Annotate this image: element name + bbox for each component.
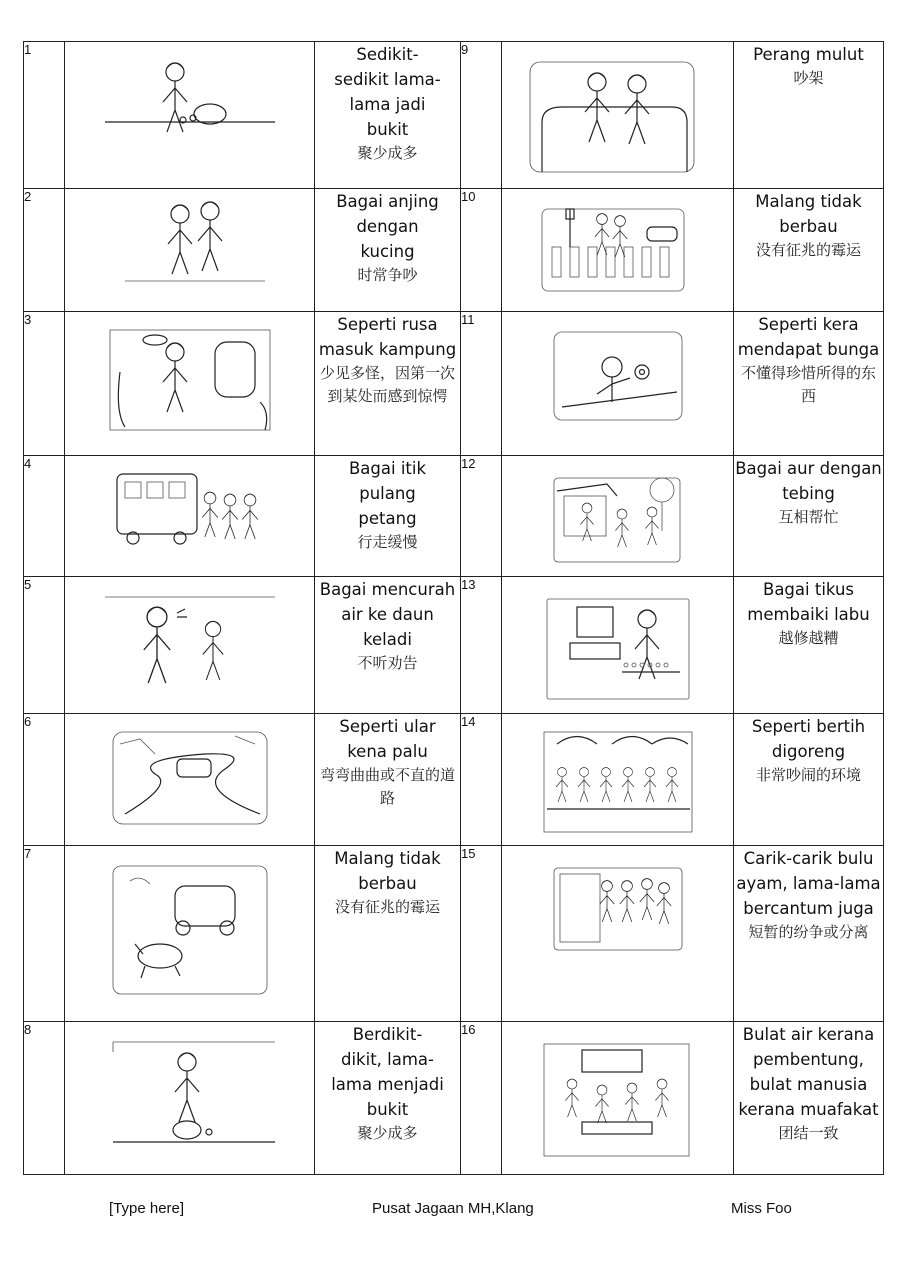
table-row xyxy=(24,456,884,577)
entry-number: 15 xyxy=(461,846,502,1022)
illustration-busy-market xyxy=(502,714,734,846)
illustration-monkey-with-flower xyxy=(502,312,734,456)
proverb-text: Perang mulut 吵架 xyxy=(734,42,884,189)
illustration-girl-saving-coins xyxy=(65,42,315,189)
entry-number: 16 xyxy=(461,1022,502,1175)
table-row xyxy=(24,714,884,846)
proverb-text: Malang tidak berbau 没有征兆的霉运 xyxy=(315,846,461,1022)
entry-number: 1 xyxy=(24,42,65,189)
illustration-man-repairing-computer xyxy=(502,577,734,714)
illustration-family-reunion xyxy=(502,846,734,1022)
proverb-text: Bagai aur dengan tebing 互相帮忙 xyxy=(734,456,884,577)
entry-number: 11 xyxy=(461,312,502,456)
entry-number: 7 xyxy=(24,846,65,1022)
footer-center: Pusat Jagaan MH,Klang xyxy=(372,1200,534,1217)
entry-number: 4 xyxy=(24,456,65,577)
illustration-children-fighting xyxy=(65,189,315,312)
proverb-text: Seperti ular kena palu 弯弯曲曲或不直的道路 xyxy=(315,714,461,846)
illustration-students-by-bus xyxy=(65,456,315,577)
proverb-text: Carik-carik bulu ayam, lama-lama bercantum juga 短暂的纷争或分离 xyxy=(734,846,884,1022)
proverb-text: Bagai itik pulang petang 行走缓慢 xyxy=(315,456,461,577)
proverb-text: Bagai mencurah air ke daun keladi 不听劝告 xyxy=(315,577,461,714)
entry-number: 10 xyxy=(461,189,502,312)
proverb-text: Bagai anjing dengan kucing 时常争吵 xyxy=(315,189,461,312)
proverb-text: Seperti kera mendapat bunga 不懂得珍惜所得的东西 xyxy=(734,312,884,456)
entry-number: 14 xyxy=(461,714,502,846)
proverb-text: Berdikit- dikit, lama- lama menjadi bukit 聚少成多 xyxy=(315,1022,461,1175)
table-row xyxy=(24,846,884,1022)
proverb-text: Bulat air kerana pembentung, bulat manusia kerana muafakat 团结一致 xyxy=(734,1022,884,1175)
table-row xyxy=(24,312,884,456)
proverb-text: Sedikit- sedikit lama- lama jadi bukit 聚少成多 xyxy=(315,42,461,189)
table-row xyxy=(24,577,884,714)
illustration-car-accident-cow xyxy=(65,846,315,1022)
footer-left: [Type here] xyxy=(109,1200,185,1217)
table-row xyxy=(24,1022,884,1175)
entry-number: 3 xyxy=(24,312,65,456)
footer-right: Miss Foo xyxy=(731,1200,792,1217)
illustration-community-meeting xyxy=(502,1022,734,1175)
illustration-boy-piggy-bank xyxy=(65,1022,315,1175)
entry-number: 5 xyxy=(24,577,65,714)
illustration-couple-arguing xyxy=(502,42,734,189)
entry-number: 2 xyxy=(24,189,65,312)
table-row xyxy=(24,42,884,189)
proverb-text: Seperti bertih digoreng 非常吵闹的环境 xyxy=(734,714,884,846)
proverb-text: Seperti rusa masuk kampung 少见多怪，因第一次到某处而感到惊愕 xyxy=(315,312,461,456)
entry-number: 12 xyxy=(461,456,502,577)
illustration-mother-scolding xyxy=(65,577,315,714)
proverb-table xyxy=(23,41,884,1175)
proverb-text: Malang tidak berbau 没有征兆的霉运 xyxy=(734,189,884,312)
entry-number: 8 xyxy=(24,1022,65,1175)
entry-number: 9 xyxy=(461,42,502,189)
illustration-road-crossing xyxy=(502,189,734,312)
table-row xyxy=(24,189,884,312)
illustration-man-on-plane xyxy=(65,312,315,456)
illustration-winding-road xyxy=(65,714,315,846)
illustration-villagers-helping xyxy=(502,456,734,577)
proverb-text: Bagai tikus membaiki labu 越修越糟 xyxy=(734,577,884,714)
entry-number: 6 xyxy=(24,714,65,846)
entry-number: 13 xyxy=(461,577,502,714)
